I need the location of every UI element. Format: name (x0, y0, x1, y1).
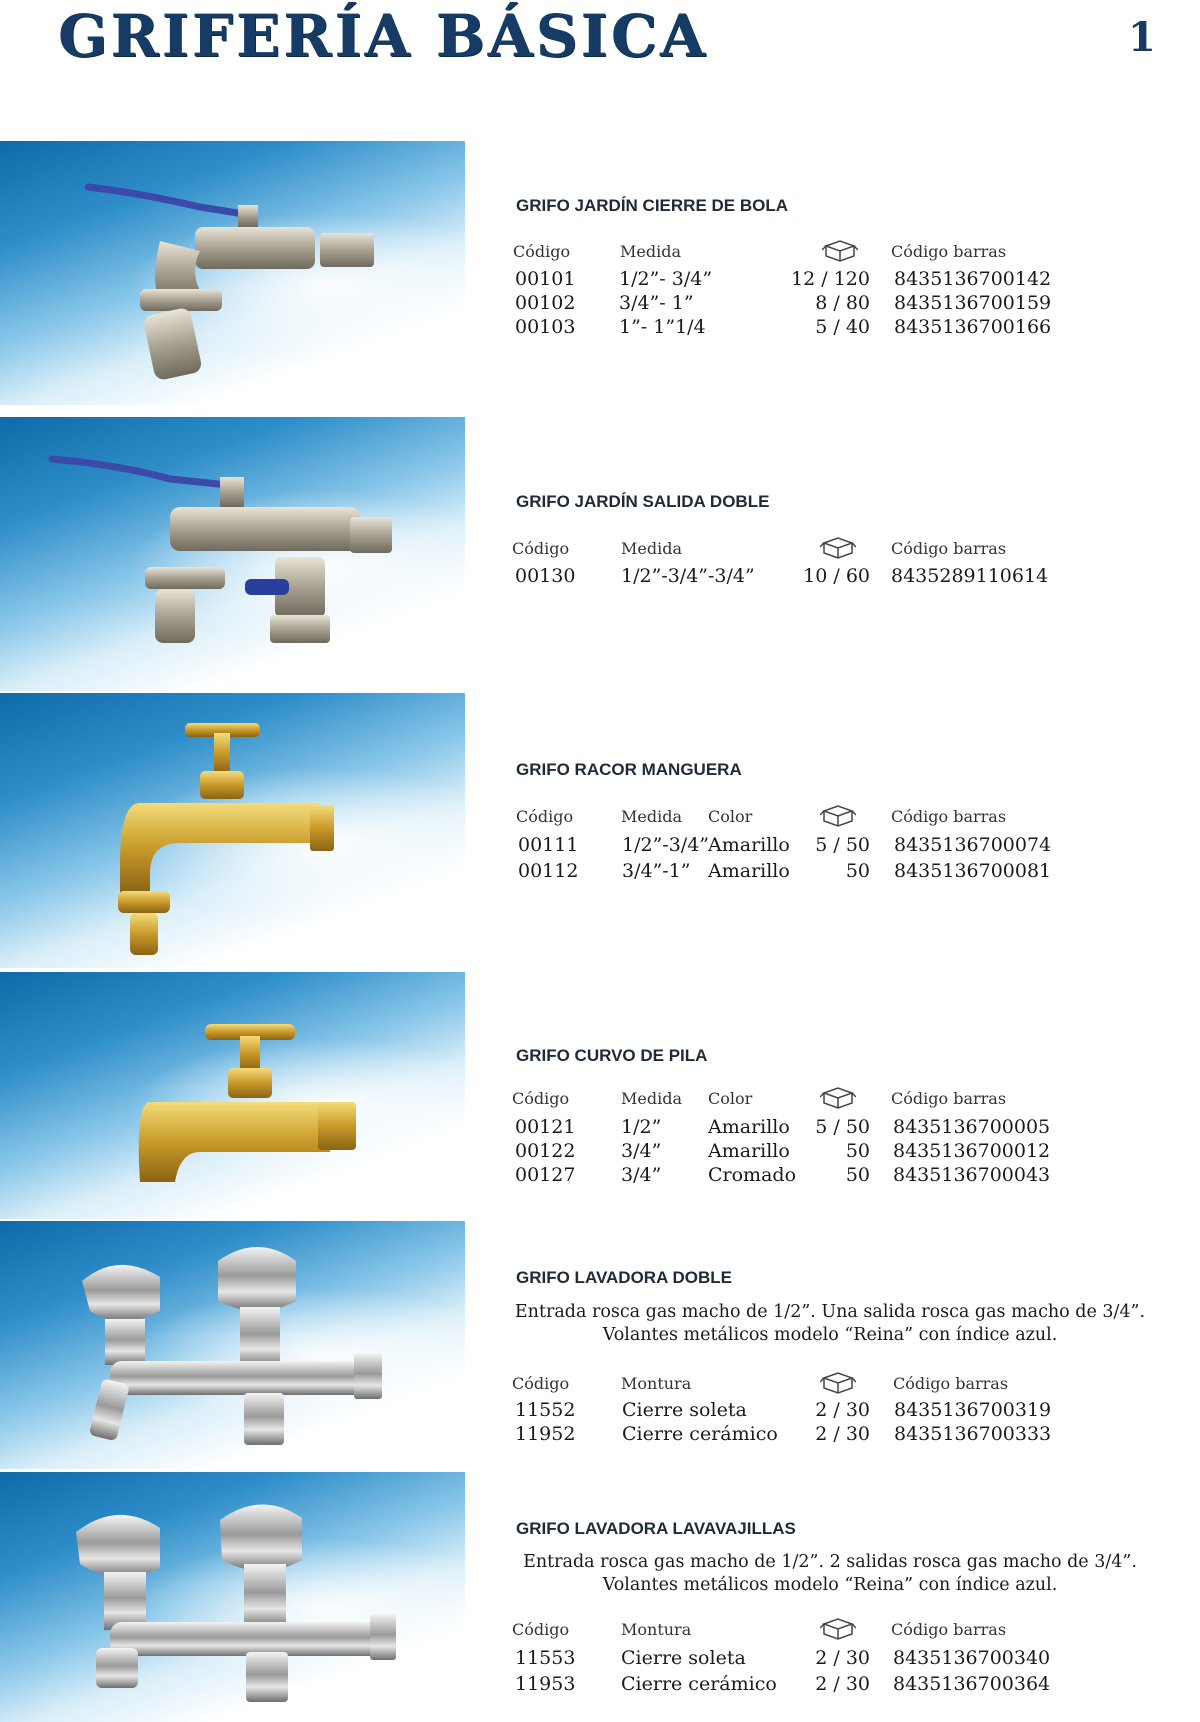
table-cell-color: Amarillo (708, 1140, 790, 1162)
table-cell-code: 00122 (515, 1140, 576, 1162)
table-cell-pack: 2 / 30 (815, 1673, 870, 1695)
product-description-line: Entrada rosca gas macho de 1/2”. 2 salidas rosca gas macho de 3/4”. (523, 1552, 1137, 1572)
barcode-header: Código barras (891, 1089, 1007, 1108)
table-cell-measure: 3/4”-1” (622, 860, 691, 882)
mount-header: Montura (621, 1620, 692, 1639)
table-cell-mount: Cierre cerámico (621, 1673, 777, 1695)
table-cell-code: 11952 (515, 1423, 576, 1445)
table-cell-code: 11953 (515, 1673, 576, 1695)
table-cell-barcode: 8435136700142 (894, 268, 1052, 290)
box-icon (820, 535, 856, 559)
barcode-header: Código barras (893, 1374, 1009, 1393)
color-header: Color (708, 1089, 753, 1108)
product-title: GRIFO JARDÍN CIERRE DE BOLA (516, 196, 789, 215)
table-cell-pack: 5 / 40 (815, 316, 870, 338)
table-cell-pack: 50 (845, 860, 870, 882)
code-header: Código (513, 242, 571, 261)
product-title: GRIFO JARDÍN SALIDA DOBLE (516, 492, 770, 511)
table-cell-pack: 2 / 30 (815, 1399, 870, 1421)
product-photo-hose-tap (0, 693, 465, 968)
code-header: Código (516, 807, 574, 826)
table-cell-barcode: 8435136700159 (894, 292, 1052, 314)
table-cell-pack: 5 / 50 (815, 1116, 870, 1138)
table-cell-barcode: 8435289110614 (891, 565, 1049, 587)
table-cell-color: Cromado (708, 1164, 797, 1186)
table-cell-barcode: 8435136700012 (893, 1140, 1051, 1162)
table-cell-barcode: 8435136700364 (893, 1673, 1051, 1695)
measure-header: Medida (620, 242, 681, 261)
product-photo-double-outlet (0, 417, 465, 691)
page-title: GRIFERÍA BÁSICA (58, 2, 708, 70)
table-cell-code: 00127 (515, 1164, 576, 1186)
product-description-line: Volantes metálicos modelo “Reina” con índice azul. (602, 1575, 1058, 1595)
table-cell-barcode: 8435136700043 (893, 1164, 1051, 1186)
barcode-header: Código barras (891, 539, 1007, 558)
table-cell-code: 11553 (515, 1647, 576, 1669)
table-cell-measure: 1/2” (621, 1116, 662, 1138)
product-photo-dishwasher-tap (0, 1472, 465, 1722)
product-photo-washing-machine-tap (0, 1221, 465, 1469)
table-cell-code: 00121 (515, 1116, 576, 1138)
color-header: Color (708, 807, 753, 826)
table-cell-barcode: 8435136700333 (894, 1423, 1052, 1445)
table-cell-barcode: 8435136700340 (893, 1647, 1051, 1669)
table-cell-pack: 8 / 80 (815, 292, 870, 314)
table-cell-code: 00102 (515, 292, 576, 314)
code-header: Código (512, 1089, 570, 1108)
box-icon (820, 1616, 856, 1640)
measure-header: Medida (621, 539, 682, 558)
barcode-header: Código barras (891, 1620, 1007, 1639)
dishwasher-tap-image (0, 1472, 465, 1722)
washing-machine-tap-image (0, 1221, 465, 1469)
box-icon (820, 1370, 856, 1394)
double-outlet-tap-image (0, 417, 465, 691)
table-cell-barcode: 8435136700166 (894, 316, 1052, 338)
box-icon (820, 803, 856, 827)
product-title: GRIFO CURVO DE PILA (516, 1046, 708, 1065)
table-cell-color: Amarillo (708, 1116, 790, 1138)
box-icon (822, 238, 858, 262)
product-title: GRIFO RACOR MANGUERA (516, 760, 742, 779)
table-cell-code: 00103 (515, 316, 576, 338)
table-cell-color: Amarillo (708, 860, 790, 882)
product-photo-curved-tap (0, 972, 465, 1219)
table-cell-measure: 3/4” (621, 1164, 662, 1186)
table-cell-mount: Cierre soleta (622, 1399, 747, 1421)
table-cell-pack: 12 / 120 (791, 268, 870, 290)
table-cell-pack: 2 / 30 (815, 1423, 870, 1445)
product-photo-ball-valve (0, 141, 465, 405)
code-header: Código (512, 539, 570, 558)
table-cell-measure: 3/4” (621, 1140, 662, 1162)
code-header: Código (512, 1374, 570, 1393)
product-title: GRIFO LAVADORA LAVAVAJILLAS (516, 1519, 796, 1538)
barcode-header: Código barras (891, 807, 1007, 826)
table-cell-pack: 10 / 60 (803, 565, 870, 587)
table-cell-barcode: 8435136700074 (894, 834, 1052, 856)
table-cell-mount: Cierre cerámico (622, 1423, 778, 1445)
table-cell-color: Amarillo (708, 834, 790, 856)
table-cell-pack: 5 / 50 (815, 834, 870, 856)
product-description-line: Volantes metálicos modelo “Reina” con índice azul. (602, 1325, 1058, 1345)
mount-header: Montura (621, 1374, 692, 1393)
table-cell-pack: 50 (845, 1140, 870, 1162)
table-cell-code: 00112 (518, 860, 579, 882)
ball-valve-tap-image (0, 141, 465, 405)
hose-tap-image (0, 693, 465, 968)
table-cell-code: 11552 (515, 1399, 576, 1421)
product-description-line: Entrada rosca gas macho de 1/2”. Una salida rosca gas macho de 3/4”. (514, 1302, 1146, 1322)
code-header: Código (512, 1620, 570, 1639)
curved-tap-image (0, 972, 465, 1219)
table-cell-barcode: 8435136700319 (894, 1399, 1052, 1421)
table-cell-code: 00111 (518, 834, 579, 856)
table-cell-pack: 2 / 30 (815, 1647, 870, 1669)
table-cell-barcode: 8435136700081 (894, 860, 1052, 882)
table-cell-measure: 1/2”-3/4”-3/4” (621, 565, 755, 587)
table-cell-code: 00101 (515, 268, 576, 290)
table-cell-mount: Cierre soleta (621, 1647, 746, 1669)
box-icon (820, 1085, 856, 1109)
table-cell-measure: 3/4”- 1” (619, 292, 694, 314)
page-number: 1 (1128, 14, 1156, 61)
table-cell-measure: 1/2”- 3/4” (619, 268, 713, 290)
product-title: GRIFO LAVADORA DOBLE (516, 1268, 732, 1287)
table-cell-measure: 1”- 1”1/4 (619, 316, 706, 338)
measure-header: Medida (621, 807, 682, 826)
table-cell-code: 00130 (515, 565, 576, 587)
table-cell-barcode: 8435136700005 (893, 1116, 1051, 1138)
barcode-header: Código barras (891, 242, 1007, 261)
table-cell-measure: 1/2”-3/4” (622, 834, 710, 856)
table-cell-pack: 50 (845, 1164, 870, 1186)
measure-header: Medida (621, 1089, 682, 1108)
